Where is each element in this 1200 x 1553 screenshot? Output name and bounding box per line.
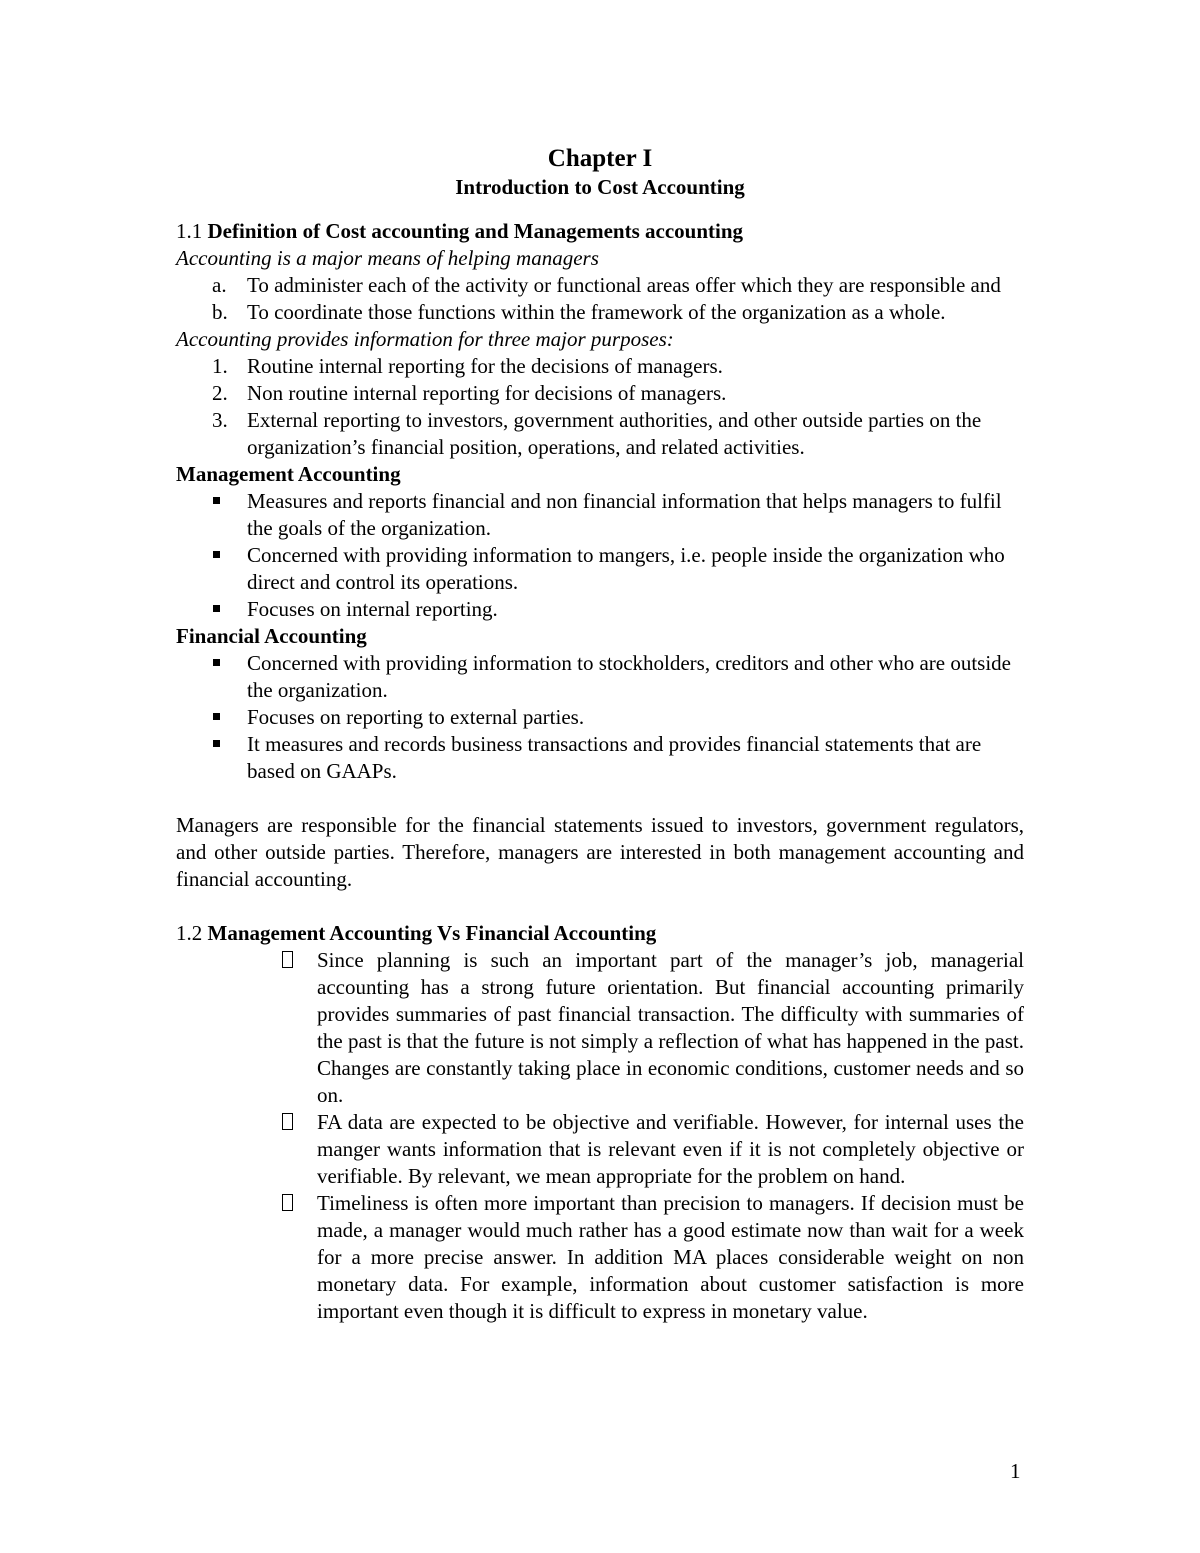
- section-2-number: 1.2: [176, 921, 203, 945]
- list-item-text: External reporting to investors, government authorities, and other outside parties on the organization’s financial position, operations, and related activities.: [247, 408, 982, 459]
- list-item: [176, 704, 1024, 731]
- list-item: [176, 380, 1024, 407]
- management-accounting-list: [176, 488, 1024, 623]
- list-item-text: It measures and records business transactions and provides financial statements that are based on GAAPs.: [247, 732, 982, 783]
- missing-glyph-bullet-icon: [282, 1194, 293, 1211]
- list-item: [176, 596, 1024, 623]
- square-bullet-icon: [213, 497, 220, 504]
- list-item: [176, 1109, 1024, 1190]
- list-item: [176, 299, 1024, 326]
- financial-accounting-list: [176, 650, 1024, 785]
- square-bullet-icon: [213, 551, 220, 558]
- list-item: [176, 407, 1024, 461]
- missing-glyph-bullet-icon: [282, 1113, 293, 1130]
- list-item-text: Focuses on reporting to external parties.: [247, 705, 585, 729]
- financial-accounting-heading: Financial Accounting: [176, 624, 367, 648]
- list-item-text: Measures and reports financial and non financial information that helps managers to fulfil the goals of the organization.: [247, 489, 1002, 540]
- list-marker: a.: [212, 273, 227, 297]
- helping-managers-list: [176, 272, 1024, 326]
- section-1-number: 1.1: [176, 219, 203, 243]
- list-marker: 2.: [212, 381, 228, 405]
- list-item: [176, 731, 1024, 785]
- list-item-text: Focuses on internal reporting.: [247, 597, 498, 621]
- list-marker: 3.: [212, 408, 228, 432]
- missing-glyph-bullet-icon: [282, 951, 293, 968]
- list-item-text: Routine internal reporting for the decisions of managers.: [247, 354, 723, 378]
- chapter-title: Chapter I: [547, 145, 653, 172]
- square-bullet-icon: [213, 740, 220, 747]
- list-marker: 1.: [212, 354, 228, 378]
- list-item-text: Timeliness is often more important than precision to managers. If decision must be made, a manager would much rather has a good estimate now than wait for a week for a more precise answer. In addition MA places considerable weight on non monetary data. For example, information about customer satisfaction is more important even though it is difficult to express in monetary value.: [317, 1191, 1024, 1323]
- list-item-text: To coordinate those functions within the framework of the organization as a whole.: [247, 300, 946, 324]
- list-item: [176, 1190, 1024, 1325]
- section-1-heading: [176, 218, 1024, 245]
- chapter-subtitle: Introduction to Cost Accounting: [455, 175, 745, 199]
- list-item: [176, 947, 1024, 1109]
- purposes-list: [176, 353, 1024, 461]
- section-1-title: Definition of Cost accounting and Managements accounting: [207, 219, 744, 243]
- helping-managers-intro: Accounting is a major means of helping managers: [176, 246, 599, 270]
- list-item-text: To administer each of the activity or functional areas offer which they are responsible and: [247, 273, 1001, 297]
- comparison-list: [176, 947, 1024, 1325]
- list-item-text: Concerned with providing information to stockholders, creditors and other who are outside the organization.: [247, 651, 1011, 702]
- list-item-text: Since planning is such an important part of the manager’s job, managerial accounting has a strong future orientation. But financial accounting primarily provides summaries of past financial transaction. The difficulty with summaries of the past is that the future is not simply a reflection of what has happened in the past. Changes are constantly taking place in economic conditions, customer needs and so on.: [317, 948, 1024, 1107]
- square-bullet-icon: [213, 605, 220, 612]
- list-item: [176, 650, 1024, 704]
- purposes-intro: Accounting provides information for three major purposes:: [176, 327, 674, 351]
- list-item: [176, 542, 1024, 596]
- page-number: 1: [1010, 1459, 1021, 1483]
- square-bullet-icon: [213, 659, 220, 666]
- document-page: [176, 144, 1024, 1325]
- list-item: [176, 353, 1024, 380]
- list-item-text: Non routine internal reporting for decisions of managers.: [247, 381, 727, 405]
- square-bullet-icon: [213, 713, 220, 720]
- section-2-title: Management Accounting Vs Financial Accounting: [207, 921, 657, 945]
- management-accounting-heading: Management Accounting: [176, 462, 401, 486]
- list-marker: b.: [212, 300, 228, 324]
- managers-paragraph: Managers are responsible for the financial statements issued to investors, government regulators, and other outside parties. Therefore, managers are interested in both management accounting and financial accounting.: [176, 813, 1024, 891]
- section-2-heading: [176, 920, 1024, 947]
- list-item: [176, 272, 1024, 299]
- list-item: [176, 488, 1024, 542]
- list-item-text: Concerned with providing information to mangers, i.e. people inside the organization who direct and control its operations.: [247, 543, 1005, 594]
- list-item-text: FA data are expected to be objective and verifiable. However, for internal uses the manger wants information that is relevant even if it is not completely objective or verifiable. By relevant, we mean appropriate for the problem on hand.: [317, 1110, 1024, 1188]
